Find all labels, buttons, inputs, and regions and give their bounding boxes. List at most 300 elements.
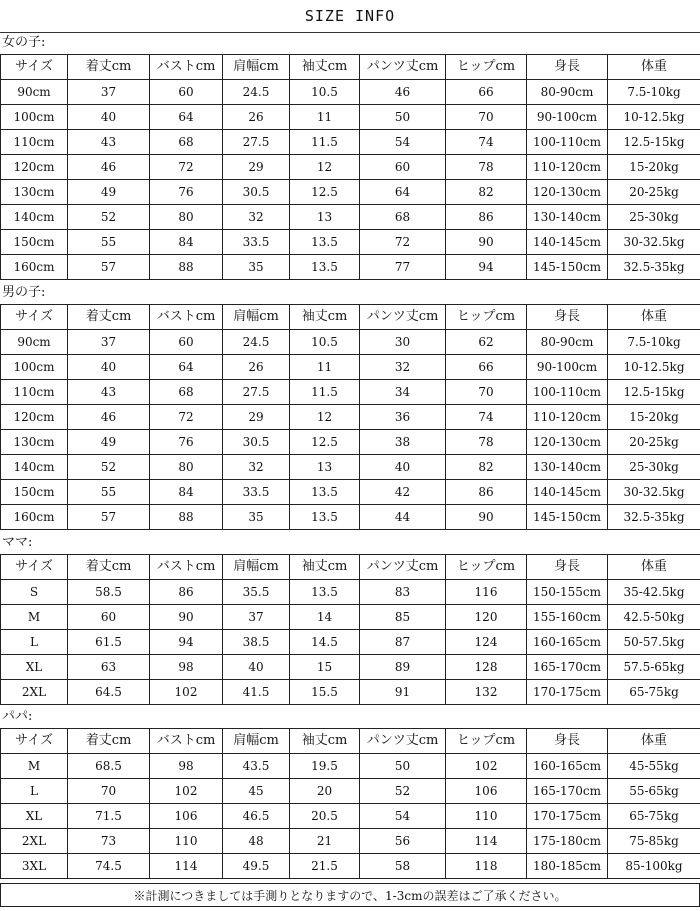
value-cell: 106: [446, 779, 527, 804]
value-cell: 26: [223, 105, 290, 130]
size-cell: 90cm: [1, 330, 68, 355]
size-cell: 2XL: [1, 680, 68, 705]
value-cell: 64: [150, 355, 223, 380]
section-label: 女の子:: [2, 35, 46, 50]
value-cell: 68: [150, 130, 223, 155]
column-header: 体重: [608, 55, 700, 80]
value-cell: 10.5: [290, 330, 360, 355]
value-cell: 57: [68, 505, 150, 530]
value-cell: 76: [150, 180, 223, 205]
value-cell: 60: [150, 80, 223, 105]
value-cell: 60: [68, 605, 150, 630]
value-cell: 13: [290, 205, 360, 230]
size-cell: 3XL: [1, 854, 68, 879]
column-header: 袖丈cm: [290, 305, 360, 330]
value-cell: 35.5: [223, 580, 290, 605]
value-cell: 24.5: [223, 330, 290, 355]
value-cell: 42: [360, 480, 446, 505]
table-row: [1, 829, 700, 854]
value-cell: 114: [150, 854, 223, 879]
value-cell: 170-175cm: [527, 804, 608, 829]
value-cell: 54: [360, 130, 446, 155]
value-cell: 10-12.5kg: [608, 355, 700, 380]
value-cell: 66: [446, 355, 527, 380]
size-cell: 150cm: [1, 480, 68, 505]
value-cell: 64: [360, 180, 446, 205]
column-header: 身長: [527, 55, 608, 80]
title-divider: [0, 32, 700, 33]
size-cell: XL: [1, 804, 68, 829]
value-cell: 11: [290, 355, 360, 380]
value-cell: 29: [223, 155, 290, 180]
value-cell: 57: [68, 255, 150, 280]
table-row: [1, 430, 700, 455]
value-cell: 49: [68, 180, 150, 205]
value-cell: 150-155cm: [527, 580, 608, 605]
value-cell: 35: [223, 255, 290, 280]
table-row: [1, 754, 700, 779]
table-row: [1, 605, 700, 630]
value-cell: 40: [223, 655, 290, 680]
value-cell: 32.5-35kg: [608, 255, 700, 280]
size-cell: 2XL: [1, 829, 68, 854]
column-header: サイズ: [1, 729, 68, 754]
value-cell: 110-120cm: [527, 155, 608, 180]
size-cell: M: [1, 605, 68, 630]
value-cell: 145-150cm: [527, 505, 608, 530]
size-cell: 100cm: [1, 355, 68, 380]
value-cell: 7.5-10kg: [608, 80, 700, 105]
table-row: [1, 405, 700, 430]
value-cell: 12.5: [290, 430, 360, 455]
value-cell: 58.5: [68, 580, 150, 605]
value-cell: 25-30kg: [608, 455, 700, 480]
value-cell: 55-65kg: [608, 779, 700, 804]
value-cell: 160-165cm: [527, 630, 608, 655]
size-cell: 120cm: [1, 405, 68, 430]
size-cell: L: [1, 779, 68, 804]
column-header: パンツ丈cm: [360, 55, 446, 80]
column-header: パンツ丈cm: [360, 555, 446, 580]
value-cell: 54: [360, 804, 446, 829]
column-header: 身長: [527, 729, 608, 754]
value-cell: 82: [446, 455, 527, 480]
column-header: ヒップcm: [446, 305, 527, 330]
value-cell: 74: [446, 405, 527, 430]
value-cell: 43: [68, 380, 150, 405]
value-cell: 72: [360, 230, 446, 255]
value-cell: 40: [68, 355, 150, 380]
value-cell: 30-32.5kg: [608, 480, 700, 505]
value-cell: 80-90cm: [527, 80, 608, 105]
value-cell: 20.5: [290, 804, 360, 829]
column-header: バストcm: [150, 305, 223, 330]
value-cell: 38: [360, 430, 446, 455]
value-cell: 120-130cm: [527, 430, 608, 455]
value-cell: 98: [150, 754, 223, 779]
size-cell: 130cm: [1, 180, 68, 205]
value-cell: 80: [150, 455, 223, 480]
size-cell: 160cm: [1, 255, 68, 280]
value-cell: 130-140cm: [527, 455, 608, 480]
column-header: バストcm: [150, 729, 223, 754]
value-cell: 46: [68, 155, 150, 180]
value-cell: 77: [360, 255, 446, 280]
value-cell: 11.5: [290, 380, 360, 405]
value-cell: 165-170cm: [527, 655, 608, 680]
value-cell: 50: [360, 754, 446, 779]
value-cell: 30.5: [223, 180, 290, 205]
value-cell: 80: [150, 205, 223, 230]
column-header: バストcm: [150, 555, 223, 580]
value-cell: 94: [150, 630, 223, 655]
value-cell: 75-85kg: [608, 829, 700, 854]
table-row: [1, 854, 700, 879]
size-cell: M: [1, 754, 68, 779]
table-row: [1, 130, 700, 155]
value-cell: 102: [446, 754, 527, 779]
value-cell: 15-20kg: [608, 405, 700, 430]
value-cell: 13.5: [290, 505, 360, 530]
value-cell: 33.5: [223, 480, 290, 505]
size-table: [0, 304, 700, 530]
table-row: [1, 779, 700, 804]
value-cell: 102: [150, 680, 223, 705]
value-cell: 80-90cm: [527, 330, 608, 355]
header-row: [1, 55, 700, 80]
value-cell: 60: [360, 155, 446, 180]
value-cell: 98: [150, 655, 223, 680]
value-cell: 88: [150, 505, 223, 530]
value-cell: 45-55kg: [608, 754, 700, 779]
value-cell: 49.5: [223, 854, 290, 879]
value-cell: 12.5-15kg: [608, 130, 700, 155]
value-cell: 64: [150, 105, 223, 130]
column-header: ヒップcm: [446, 555, 527, 580]
value-cell: 13: [290, 455, 360, 480]
value-cell: 26: [223, 355, 290, 380]
value-cell: 13.5: [290, 580, 360, 605]
value-cell: 155-160cm: [527, 605, 608, 630]
value-cell: 27.5: [223, 380, 290, 405]
value-cell: 72: [150, 155, 223, 180]
value-cell: 33.5: [223, 230, 290, 255]
value-cell: 43.5: [223, 754, 290, 779]
size-table: [0, 554, 700, 705]
value-cell: 29: [223, 405, 290, 430]
value-cell: 25-30kg: [608, 205, 700, 230]
table-row: [1, 255, 700, 280]
value-cell: 72: [150, 405, 223, 430]
value-cell: 130-140cm: [527, 205, 608, 230]
value-cell: 56: [360, 829, 446, 854]
column-header: 身長: [527, 305, 608, 330]
header-row: [1, 555, 700, 580]
value-cell: 65-75kg: [608, 804, 700, 829]
table-row: [1, 455, 700, 480]
value-cell: 88: [150, 255, 223, 280]
header-row: [1, 305, 700, 330]
value-cell: 12.5: [290, 180, 360, 205]
size-cell: S: [1, 580, 68, 605]
value-cell: 180-185cm: [527, 854, 608, 879]
value-cell: 175-180cm: [527, 829, 608, 854]
value-cell: 83: [360, 580, 446, 605]
value-cell: 27.5: [223, 130, 290, 155]
value-cell: 140-145cm: [527, 230, 608, 255]
value-cell: 50: [360, 105, 446, 130]
size-cell: 90cm: [1, 80, 68, 105]
value-cell: 84: [150, 480, 223, 505]
column-header: 体重: [608, 555, 700, 580]
size-cell: 110cm: [1, 380, 68, 405]
value-cell: 100-110cm: [527, 130, 608, 155]
value-cell: 106: [150, 804, 223, 829]
column-header: 肩幅cm: [223, 555, 290, 580]
size-cell: 150cm: [1, 230, 68, 255]
value-cell: 32: [360, 355, 446, 380]
column-header: 身長: [527, 555, 608, 580]
value-cell: 42.5-50kg: [608, 605, 700, 630]
value-cell: 86: [446, 205, 527, 230]
value-cell: 102: [150, 779, 223, 804]
value-cell: 84: [150, 230, 223, 255]
value-cell: 52: [68, 205, 150, 230]
value-cell: 68: [150, 380, 223, 405]
table-row: [1, 355, 700, 380]
value-cell: 45: [223, 779, 290, 804]
value-cell: 57.5-65kg: [608, 655, 700, 680]
column-header: 肩幅cm: [223, 305, 290, 330]
value-cell: 78: [446, 155, 527, 180]
value-cell: 86: [150, 580, 223, 605]
value-cell: 120: [446, 605, 527, 630]
value-cell: 64.5: [68, 680, 150, 705]
value-cell: 40: [360, 455, 446, 480]
value-cell: 13.5: [290, 480, 360, 505]
value-cell: 114: [446, 829, 527, 854]
value-cell: 30: [360, 330, 446, 355]
value-cell: 76: [150, 430, 223, 455]
value-cell: 37: [223, 605, 290, 630]
value-cell: 21: [290, 829, 360, 854]
page-title: SIZE INFO: [304, 7, 396, 25]
table-row: [1, 680, 700, 705]
value-cell: 63: [68, 655, 150, 680]
value-cell: 85: [360, 605, 446, 630]
value-cell: 13.5: [290, 255, 360, 280]
value-cell: 32.5-35kg: [608, 505, 700, 530]
value-cell: 140-145cm: [527, 480, 608, 505]
value-cell: 116: [446, 580, 527, 605]
value-cell: 118: [446, 854, 527, 879]
table-row: [1, 205, 700, 230]
size-table: [0, 728, 700, 879]
value-cell: 15-20kg: [608, 155, 700, 180]
value-cell: 35-42.5kg: [608, 580, 700, 605]
value-cell: 61.5: [68, 630, 150, 655]
value-cell: 46: [360, 80, 446, 105]
column-header: サイズ: [1, 55, 68, 80]
value-cell: 11.5: [290, 130, 360, 155]
size-cell: XL: [1, 655, 68, 680]
value-cell: 145-150cm: [527, 255, 608, 280]
column-header: ヒップcm: [446, 55, 527, 80]
value-cell: 87: [360, 630, 446, 655]
value-cell: 91: [360, 680, 446, 705]
table-row: [1, 580, 700, 605]
value-cell: 43: [68, 130, 150, 155]
value-cell: 90: [446, 230, 527, 255]
column-header: バストcm: [150, 55, 223, 80]
value-cell: 90-100cm: [527, 105, 608, 130]
value-cell: 78: [446, 430, 527, 455]
value-cell: 24.5: [223, 80, 290, 105]
value-cell: 160-165cm: [527, 754, 608, 779]
value-cell: 60: [150, 330, 223, 355]
table-row: [1, 804, 700, 829]
table-row: [1, 330, 700, 355]
column-header: 着丈cm: [68, 729, 150, 754]
value-cell: 71.5: [68, 804, 150, 829]
value-cell: 32: [223, 455, 290, 480]
value-cell: 37: [68, 80, 150, 105]
table-row: [1, 480, 700, 505]
column-header: 袖丈cm: [290, 555, 360, 580]
size-cell: 130cm: [1, 430, 68, 455]
value-cell: 52: [68, 455, 150, 480]
value-cell: 20-25kg: [608, 430, 700, 455]
value-cell: 85-100kg: [608, 854, 700, 879]
column-header: 肩幅cm: [223, 55, 290, 80]
size-table: [0, 54, 700, 280]
value-cell: 21.5: [290, 854, 360, 879]
value-cell: 15.5: [290, 680, 360, 705]
value-cell: 12: [290, 405, 360, 430]
value-cell: 70: [446, 105, 527, 130]
value-cell: 58: [360, 854, 446, 879]
value-cell: 68: [360, 205, 446, 230]
table-row: [1, 505, 700, 530]
value-cell: 90-100cm: [527, 355, 608, 380]
value-cell: 50-57.5kg: [608, 630, 700, 655]
value-cell: 170-175cm: [527, 680, 608, 705]
table-row: [1, 655, 700, 680]
value-cell: 62: [446, 330, 527, 355]
value-cell: 65-75kg: [608, 680, 700, 705]
size-cell: L: [1, 630, 68, 655]
value-cell: 49: [68, 430, 150, 455]
section-label: 男の子:: [2, 285, 46, 300]
section-label: ママ:: [2, 535, 33, 550]
value-cell: 37: [68, 330, 150, 355]
table-row: [1, 180, 700, 205]
table-row: [1, 105, 700, 130]
value-cell: 10.5: [290, 80, 360, 105]
value-cell: 165-170cm: [527, 779, 608, 804]
value-cell: 100-110cm: [527, 380, 608, 405]
table-row: [1, 80, 700, 105]
value-cell: 74.5: [68, 854, 150, 879]
section-label: パパ:: [2, 709, 33, 724]
column-header: 着丈cm: [68, 55, 150, 80]
value-cell: 124: [446, 630, 527, 655]
value-cell: 10-12.5kg: [608, 105, 700, 130]
value-cell: 41.5: [223, 680, 290, 705]
column-header: 着丈cm: [68, 305, 150, 330]
table-row: [1, 380, 700, 405]
value-cell: 36: [360, 405, 446, 430]
column-header: 体重: [608, 729, 700, 754]
value-cell: 30.5: [223, 430, 290, 455]
value-cell: 55: [68, 480, 150, 505]
value-cell: 70: [68, 779, 150, 804]
column-header: 肩幅cm: [223, 729, 290, 754]
value-cell: 89: [360, 655, 446, 680]
value-cell: 46.5: [223, 804, 290, 829]
value-cell: 110-120cm: [527, 405, 608, 430]
column-header: 袖丈cm: [290, 55, 360, 80]
size-cell: 110cm: [1, 130, 68, 155]
header-row: [1, 729, 700, 754]
value-cell: 94: [446, 255, 527, 280]
table-row: [1, 155, 700, 180]
value-cell: 14: [290, 605, 360, 630]
size-cell: 140cm: [1, 205, 68, 230]
table-row: [1, 230, 700, 255]
size-cell: 120cm: [1, 155, 68, 180]
value-cell: 35: [223, 505, 290, 530]
value-cell: 68.5: [68, 754, 150, 779]
value-cell: 7.5-10kg: [608, 330, 700, 355]
value-cell: 30-32.5kg: [608, 230, 700, 255]
value-cell: 15: [290, 655, 360, 680]
value-cell: 70: [446, 380, 527, 405]
column-header: ヒップcm: [446, 729, 527, 754]
column-header: パンツ丈cm: [360, 305, 446, 330]
value-cell: 14.5: [290, 630, 360, 655]
column-header: パンツ丈cm: [360, 729, 446, 754]
value-cell: 12: [290, 155, 360, 180]
value-cell: 128: [446, 655, 527, 680]
value-cell: 38.5: [223, 630, 290, 655]
value-cell: 19.5: [290, 754, 360, 779]
value-cell: 90: [150, 605, 223, 630]
value-cell: 32: [223, 205, 290, 230]
value-cell: 34: [360, 380, 446, 405]
value-cell: 120-130cm: [527, 180, 608, 205]
value-cell: 74: [446, 130, 527, 155]
size-cell: 100cm: [1, 105, 68, 130]
measurement-note: ※計測につきましては手測りとなりますので、1-3cmの誤差はご了承ください。: [0, 883, 700, 907]
value-cell: 11: [290, 105, 360, 130]
value-cell: 132: [446, 680, 527, 705]
value-cell: 52: [360, 779, 446, 804]
value-cell: 73: [68, 829, 150, 854]
column-header: 体重: [608, 305, 700, 330]
value-cell: 20: [290, 779, 360, 804]
size-cell: 160cm: [1, 505, 68, 530]
table-row: [1, 630, 700, 655]
column-header: サイズ: [1, 555, 68, 580]
column-header: サイズ: [1, 305, 68, 330]
value-cell: 13.5: [290, 230, 360, 255]
value-cell: 46: [68, 405, 150, 430]
value-cell: 55: [68, 230, 150, 255]
value-cell: 110: [446, 804, 527, 829]
value-cell: 82: [446, 180, 527, 205]
value-cell: 66: [446, 80, 527, 105]
